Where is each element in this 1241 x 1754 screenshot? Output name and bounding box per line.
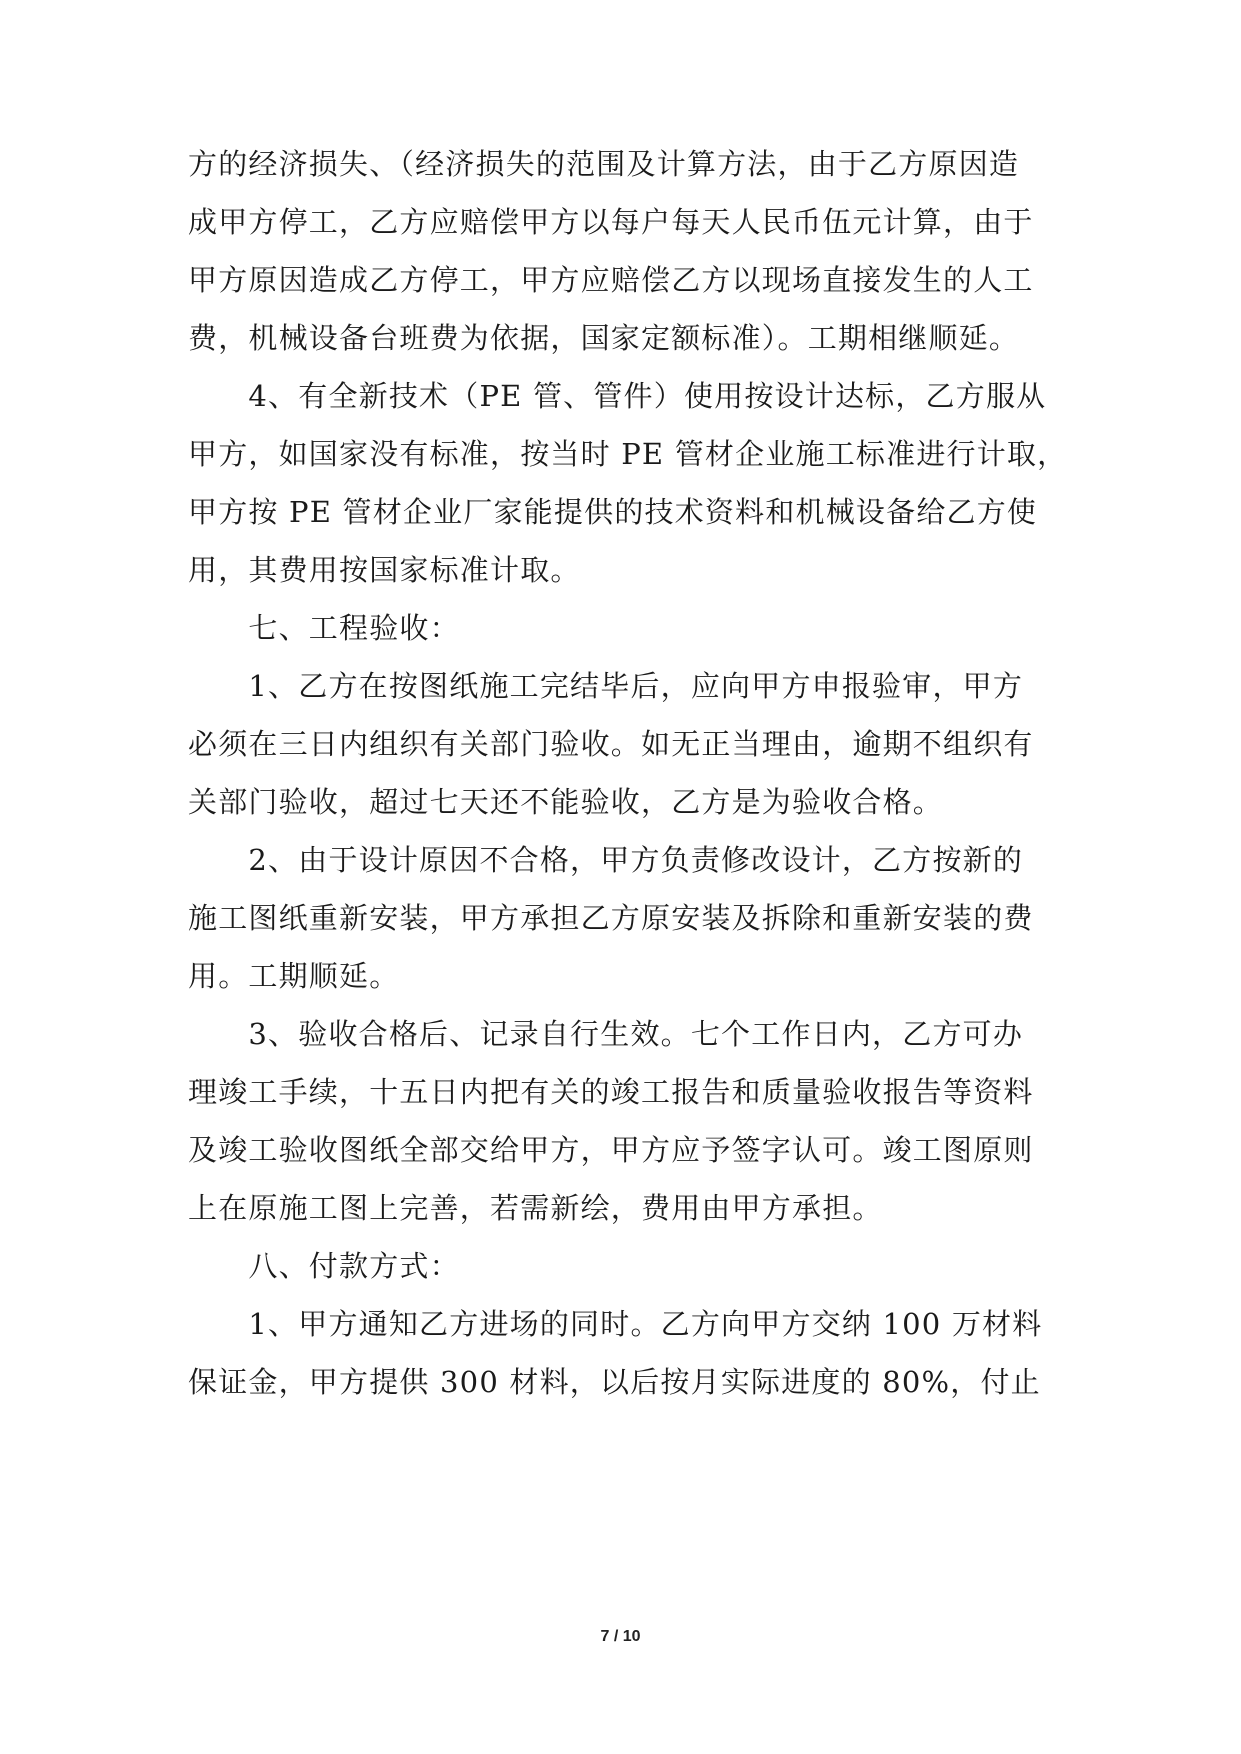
text-line: 甲方原因造成乙方停工，甲方应赔偿乙方以现场直接发生的人工 — [188, 263, 1034, 297]
section-heading: 七、工程验收： — [188, 611, 460, 645]
text-line: 施工图纸重新安装，甲方承担乙方原安装及拆除和重新安装的费 — [188, 901, 1034, 935]
text-line: 甲方按 PE 管材企业厂家能提供的技术资料和机械设备给乙方使 — [188, 495, 1038, 529]
text-line: 用，其费用按国家标准计取。 — [188, 553, 581, 587]
text-line: 2、由于设计原因不合格，甲方负责修改设计，乙方按新的 — [188, 843, 1024, 877]
text-line: 4、有全新技术（PE 管、管件）使用按设计达标，乙方服从 — [188, 379, 1047, 413]
text-line: 保证金，甲方提供 300 材料，以后按月实际进度的 80%，付止 — [188, 1365, 1041, 1399]
text-line: 关部门验收，超过七天还不能验收，乙方是为验收合格。 — [188, 785, 944, 819]
text-line: 必须在三日内组织有关部门验收。如无正当理由，逾期不组织有 — [188, 727, 1034, 761]
text-line: 3、验收合格后、记录自行生效。七个工作日内，乙方可办 — [188, 1017, 1024, 1051]
text-line: 成甲方停工，乙方应赔偿甲方以每户每天人民币伍元计算，由于 — [188, 205, 1034, 239]
text-line: 用。工期顺延。 — [188, 959, 400, 993]
text-line: 上在原施工图上完善，若需新绘，费用由甲方承担。 — [188, 1191, 883, 1225]
text-line: 费，机械设备台班费为依据，国家定额标准）。工期相继顺延。 — [188, 321, 1020, 355]
text-line: 甲方，如国家没有标准，按当时 PE 管材企业施工标准进行计取， — [188, 437, 1068, 471]
page-number: 7 / 10 — [600, 1628, 641, 1645]
section-heading: 八、付款方式： — [188, 1249, 460, 1283]
text-line: 及竣工验收图纸全部交给甲方，甲方应予签字认可。竣工图原则 — [188, 1133, 1034, 1167]
text-line: 方的经济损失、（经济损失的范围及计算方法，由于乙方原因造 — [188, 147, 1020, 181]
text-line: 1、甲方通知乙方进场的同时。乙方向甲方交纳 100 万材料 — [188, 1307, 1043, 1341]
text-line: 理竣工手续，十五日内把有关的竣工报告和质量验收报告等资料 — [188, 1075, 1034, 1109]
text-line: 1、乙方在按图纸施工完结毕后，应向甲方申报验审，甲方 — [188, 669, 1024, 703]
